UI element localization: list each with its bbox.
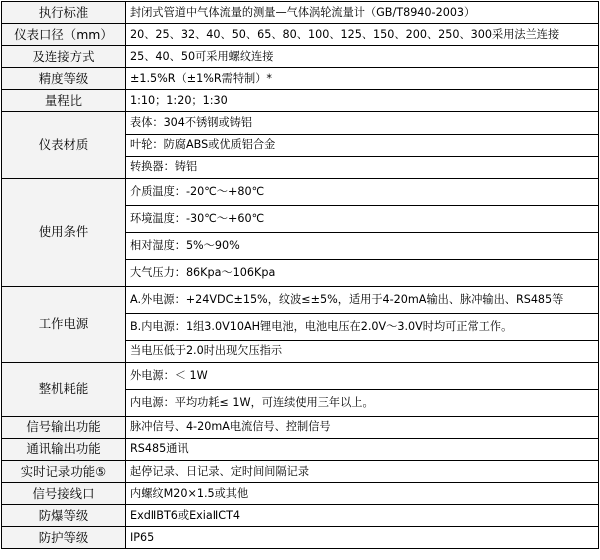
row-value: 叶轮：防腐ABS或优质铝合金	[126, 134, 599, 156]
table-row	[2, 68, 599, 90]
table-row	[2, 527, 599, 549]
table-row	[2, 178, 599, 205]
row-value: 20、25、32、40、50、65、80、100、125、150、200、250、300采用法兰连接	[126, 24, 599, 46]
row-value: RS485通讯	[126, 438, 599, 460]
row-value: 大气压力：86Kpa～106Kpa	[126, 259, 599, 286]
row-label-explosion-proof: 防爆等级	[2, 505, 126, 527]
row-value: 1:10；1:20；1:30	[126, 90, 599, 112]
row-value: 25、40、50可采用螺纹连接	[126, 46, 599, 68]
row-value: IP65	[126, 527, 599, 549]
row-value: ±1.5%R（±1%R需特制）*	[126, 68, 599, 90]
row-label-accuracy: 精度等级	[2, 68, 126, 90]
row-value: 脉冲信号、4-20mA电流信号、控制信号	[126, 416, 599, 438]
table-row	[2, 416, 599, 438]
row-value: 介质温度：-20℃～+80℃	[126, 178, 599, 205]
table-row	[2, 483, 599, 505]
row-label-caliber: 仪表口径（mm）	[2, 24, 126, 46]
row-value: 外电源：＜ 1W	[126, 362, 599, 389]
row-label-consumption: 整机耗能	[2, 362, 126, 416]
row-value: 环境温度：-30℃～+60℃	[126, 205, 599, 232]
row-label-power: 工作电源	[2, 286, 126, 362]
row-label-protection: 防护等级	[2, 527, 126, 549]
row-value: ExdⅡBT6或ExiaⅡCT4	[126, 505, 599, 527]
row-value: 相对湿度：5%～90%	[126, 232, 599, 259]
table-row	[2, 112, 599, 134]
table-row	[2, 461, 599, 483]
row-label-material: 仪表材质	[2, 112, 126, 178]
row-value: 内螺纹M20×1.5或其他	[126, 483, 599, 505]
row-label-conditions: 使用条件	[2, 178, 126, 286]
row-value: 当电压低于2.0时出现欠压指示	[126, 340, 599, 362]
row-label-comm-output: 通讯输出功能	[2, 438, 126, 460]
table-row	[2, 362, 599, 389]
row-value: 内电源：平均功耗≤ 1W，可连续使用三年以上。	[126, 389, 599, 416]
table-row	[2, 438, 599, 460]
table-row	[2, 46, 599, 68]
row-value: 表体：304不锈钢或铸铝	[126, 112, 599, 134]
row-value: 封闭式管道中气体流量的测量—气体涡轮流量计（GB/T8940-2003）	[126, 2, 599, 24]
row-value: A.外电源：+24VDC±15%，纹波≤±5%，适用于4-20mA输出、脉冲输出、RS485等	[126, 286, 599, 313]
row-value: 起停记录、日记录、定时间间隔记录	[126, 461, 599, 483]
table-row	[2, 286, 599, 313]
row-label-signal-output: 信号输出功能	[2, 416, 126, 438]
table-row	[2, 2, 599, 24]
row-label-standard: 执行标准	[2, 2, 126, 24]
row-label-connection: 及连接方式	[2, 46, 126, 68]
table-row	[2, 90, 599, 112]
table-row	[2, 505, 599, 527]
row-label-wiring-port: 信号接线口	[2, 483, 126, 505]
row-label-recording: 实时记录功能⑤	[2, 461, 126, 483]
table-row	[2, 24, 599, 46]
spec-table	[1, 1, 599, 549]
row-value: B.内电源：1组3.0V10AH锂电池，电池电压在2.0V～3.0V时均可正常工作。	[126, 313, 599, 340]
row-label-range-ratio: 量程比	[2, 90, 126, 112]
row-value: 转换器：铸铝	[126, 156, 599, 178]
